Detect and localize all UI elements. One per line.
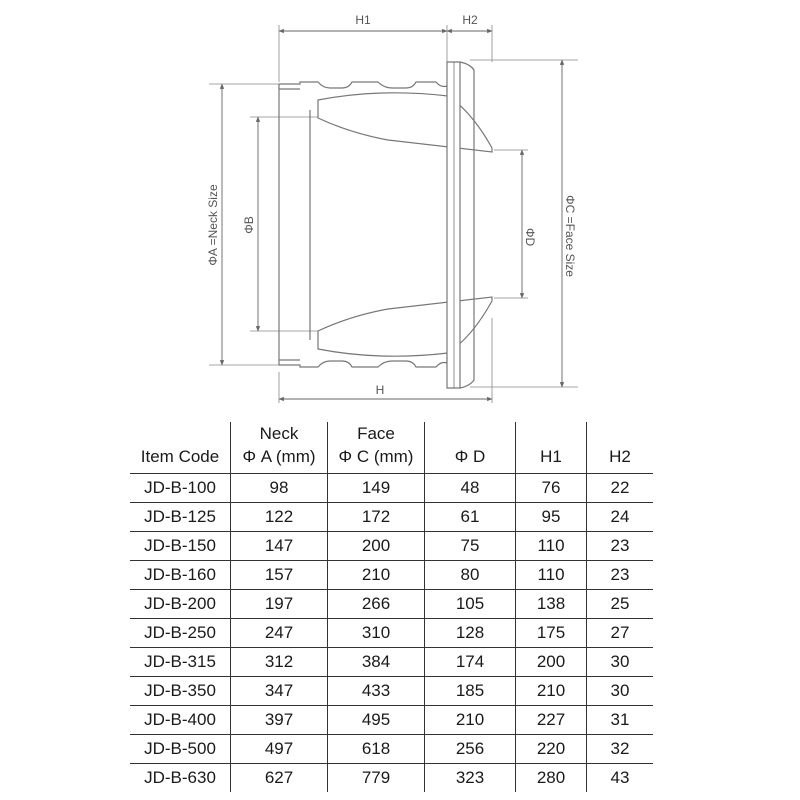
table-row <box>130 764 653 793</box>
neck-cell: 197 <box>231 590 328 619</box>
neck-cell: 247 <box>231 619 328 648</box>
neck-cell: 312 <box>231 648 328 677</box>
face-cell: 779 <box>328 764 425 793</box>
item-code-cell: JD-B-500 <box>130 735 231 764</box>
item-code-cell: JD-B-100 <box>130 474 231 503</box>
h2-cell: 27 <box>587 619 654 648</box>
h1-cell: 138 <box>516 590 587 619</box>
valve-body <box>279 62 492 388</box>
d-cell: 323 <box>425 764 516 793</box>
face-cell: 433 <box>328 677 425 706</box>
item-code-cell: JD-B-150 <box>130 532 231 561</box>
h2-cell: 22 <box>587 474 654 503</box>
table-row <box>130 735 653 764</box>
table-row <box>130 590 653 619</box>
item-code-cell: JD-B-125 <box>130 503 231 532</box>
h2-cell: 23 <box>587 561 654 590</box>
h2-cell: 30 <box>587 677 654 706</box>
h2-cell: 23 <box>587 532 654 561</box>
item-code-cell: JD-B-400 <box>130 706 231 735</box>
neck-cell: 347 <box>231 677 328 706</box>
b-label: ΦB <box>242 216 256 234</box>
h1-cell: 110 <box>516 532 587 561</box>
item-code-cell: JD-B-315 <box>130 648 231 677</box>
h1-cell: 76 <box>516 474 587 503</box>
neck-cell: 397 <box>231 706 328 735</box>
header-item-code: Item Code <box>140 447 220 466</box>
item-code-cell: JD-B-630 <box>130 764 231 793</box>
header-h1: H1 <box>516 422 587 474</box>
table-row <box>130 503 653 532</box>
table-row <box>130 677 653 706</box>
h2-cell: 31 <box>587 706 654 735</box>
table-row <box>130 532 653 561</box>
table-row <box>130 474 653 503</box>
face-cell: 200 <box>328 532 425 561</box>
face-cell: 266 <box>328 590 425 619</box>
d-cell: 105 <box>425 590 516 619</box>
d-cell: 128 <box>425 619 516 648</box>
h2-cell: 25 <box>587 590 654 619</box>
h1-cell: 200 <box>516 648 587 677</box>
item-code-cell: JD-B-350 <box>130 677 231 706</box>
d-label: ΦD <box>523 227 537 247</box>
h2-label: H2 <box>462 13 478 27</box>
neck-cell: 147 <box>231 532 328 561</box>
header-h2: H2 <box>587 422 654 474</box>
h2-cell: 32 <box>587 735 654 764</box>
neck-cell: 122 <box>231 503 328 532</box>
h1-cell: 95 <box>516 503 587 532</box>
h1-cell: 210 <box>516 677 587 706</box>
face-cell: 495 <box>328 706 425 735</box>
face-cell: 149 <box>328 474 425 503</box>
face-cell: 384 <box>328 648 425 677</box>
d-cell: 174 <box>425 648 516 677</box>
header-row <box>130 422 653 474</box>
table-row <box>130 648 653 677</box>
h1-cell: 280 <box>516 764 587 793</box>
d-cell: 75 <box>425 532 516 561</box>
table-row <box>130 619 653 648</box>
header-d: Φ D <box>425 422 516 474</box>
table-row <box>130 561 653 590</box>
h1-cell: 220 <box>516 735 587 764</box>
neck-cell: 497 <box>231 735 328 764</box>
h2-cell: 30 <box>587 648 654 677</box>
item-code-cell: JD-B-160 <box>130 561 231 590</box>
table-row <box>130 706 653 735</box>
d-cell: 185 <box>425 677 516 706</box>
h2-cell: 43 <box>587 764 654 793</box>
face-cell: 618 <box>328 735 425 764</box>
header-neck: Neck Φ A (mm) <box>231 422 328 474</box>
neck-cell: 157 <box>231 561 328 590</box>
spec-table <box>130 422 653 792</box>
face-cell: 172 <box>328 503 425 532</box>
item-code-cell: JD-B-200 <box>130 590 231 619</box>
h-label: H <box>375 383 385 397</box>
neck-cell: 627 <box>231 764 328 793</box>
d-cell: 48 <box>425 474 516 503</box>
h1-label: H1 <box>355 13 371 27</box>
h1-cell: 175 <box>516 619 587 648</box>
d-cell: 61 <box>425 503 516 532</box>
neck-size-label: ΦA =Neck Size <box>206 184 220 266</box>
neck-cell: 98 <box>231 474 328 503</box>
h2-cell: 24 <box>587 503 654 532</box>
h1-cell: 227 <box>516 706 587 735</box>
header-face: Face Φ C (mm) <box>328 422 425 474</box>
face-cell: 310 <box>328 619 425 648</box>
h1-cell: 110 <box>516 561 587 590</box>
d-cell: 256 <box>425 735 516 764</box>
face-cell: 210 <box>328 561 425 590</box>
face-size-label: ΦC =Face Size <box>563 195 577 277</box>
d-cell: 80 <box>425 561 516 590</box>
d-cell: 210 <box>425 706 516 735</box>
item-code-cell: JD-B-250 <box>130 619 231 648</box>
